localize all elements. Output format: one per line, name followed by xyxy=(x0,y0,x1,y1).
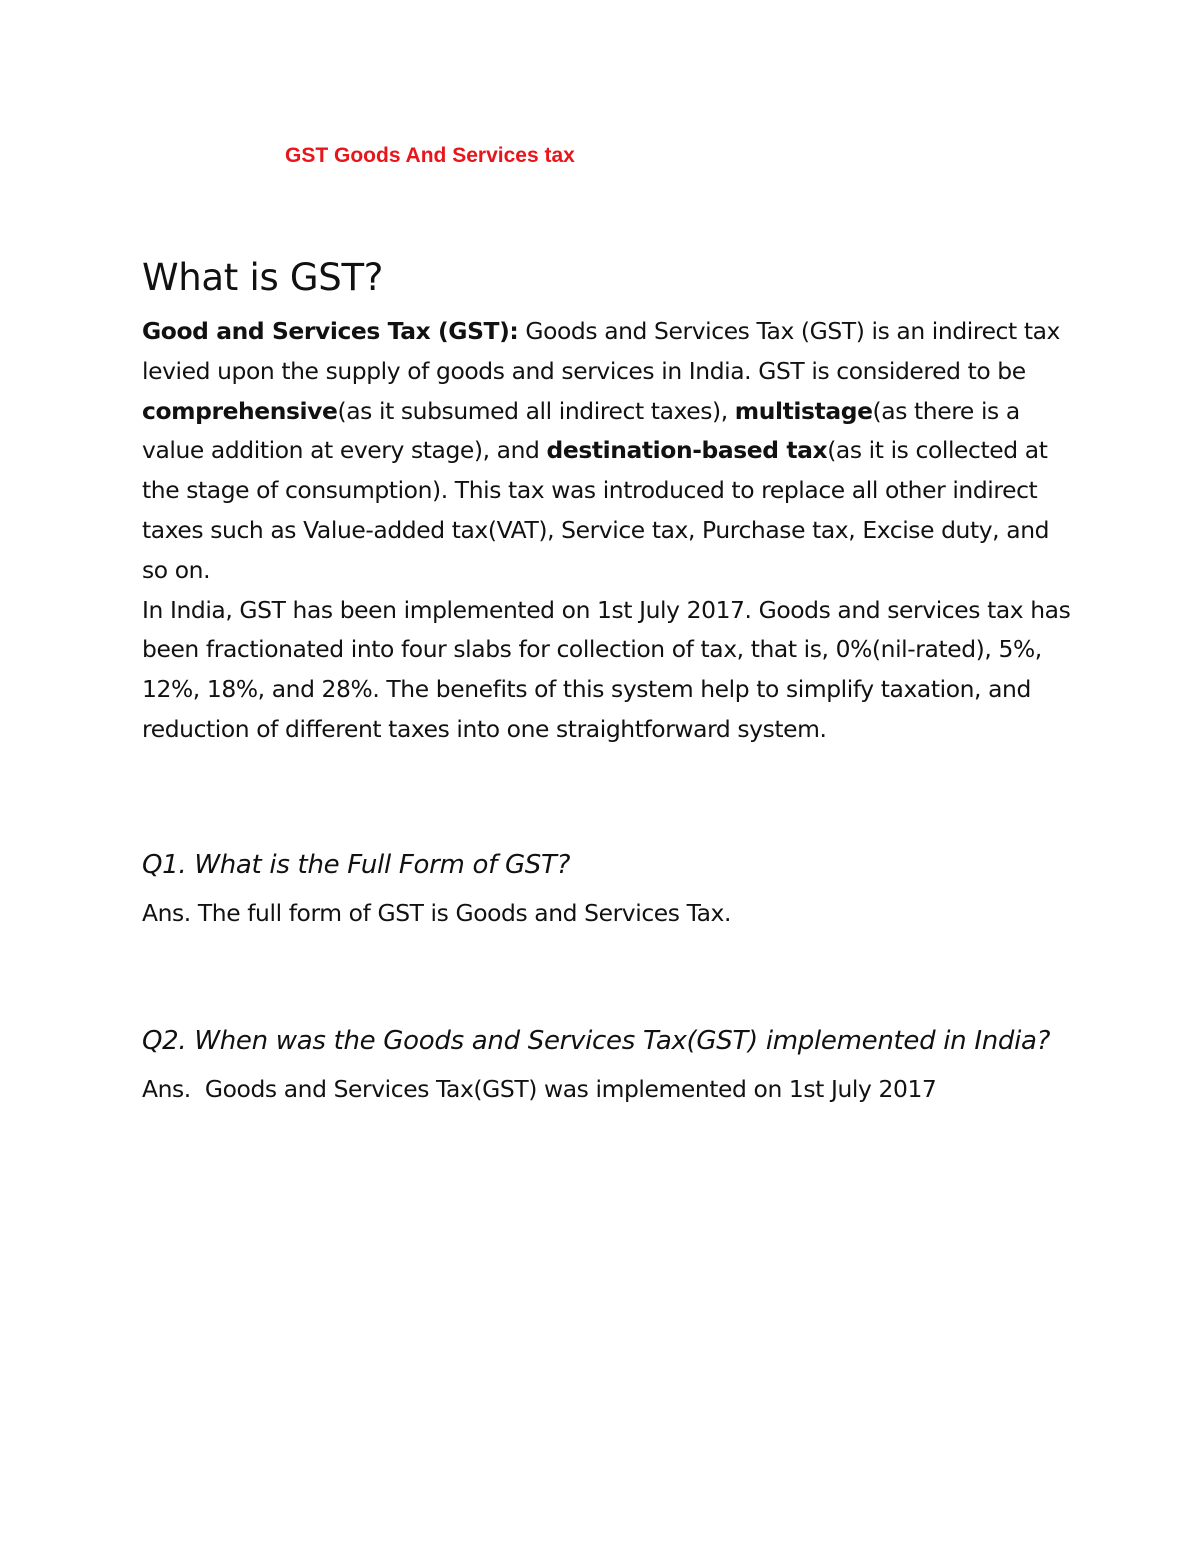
document-title: GST Goods And Services tax xyxy=(285,144,575,167)
implementation-paragraph: In India, GST has been implemented on 1st July 2017. Goods and services tax has been fractionated into four slabs for collection of tax, that is, 0%(nil-rated), 5%, 12%, 18%, and 28%. The benefits of this system help to simplify taxation, and reduction of different taxes into one straightforward system. xyxy=(142,595,1071,743)
keyword-multistage: multistage xyxy=(734,396,873,425)
intro-paragraph xyxy=(142,312,1072,750)
keyword-destination-based-tax: destination-based tax xyxy=(546,436,828,465)
intro-text-d: (as it is collected at the stage of consumption). This tax was introduced to replace all other indirect taxes such as Value-added tax(VAT), Service tax, Purchase tax, Excise duty, and so on. xyxy=(142,436,1050,584)
intro-text-a: Goods and Services Tax (GST) is an indirect tax levied upon the supply of goods and services in India. GST is considered to be xyxy=(142,317,1060,385)
keyword-comprehensive: comprehensive xyxy=(142,396,338,425)
intro-text-c: (as there is a value addition at every stage), and xyxy=(142,396,1020,465)
intro-text-b: (as it subsumed all indirect taxes), xyxy=(337,396,735,425)
faq-answer: Ans. Goods and Services Tax(GST) was implemented on 1st July 2017 xyxy=(142,1075,937,1104)
section-heading: What is GST? xyxy=(142,256,384,299)
document-body xyxy=(142,254,1072,1110)
faq-item xyxy=(142,846,1072,934)
faq-question: Q2. When was the Goods and Services Tax(GST) implemented in India? xyxy=(142,1026,1051,1057)
term-label: Good and Services Tax (GST): xyxy=(142,317,519,345)
faq-question: Q1. What is the Full Form of GST? xyxy=(142,849,571,880)
faq-item xyxy=(142,1022,1072,1110)
faq-answer: Ans. The full form of GST is Goods and Services Tax. xyxy=(142,898,732,927)
